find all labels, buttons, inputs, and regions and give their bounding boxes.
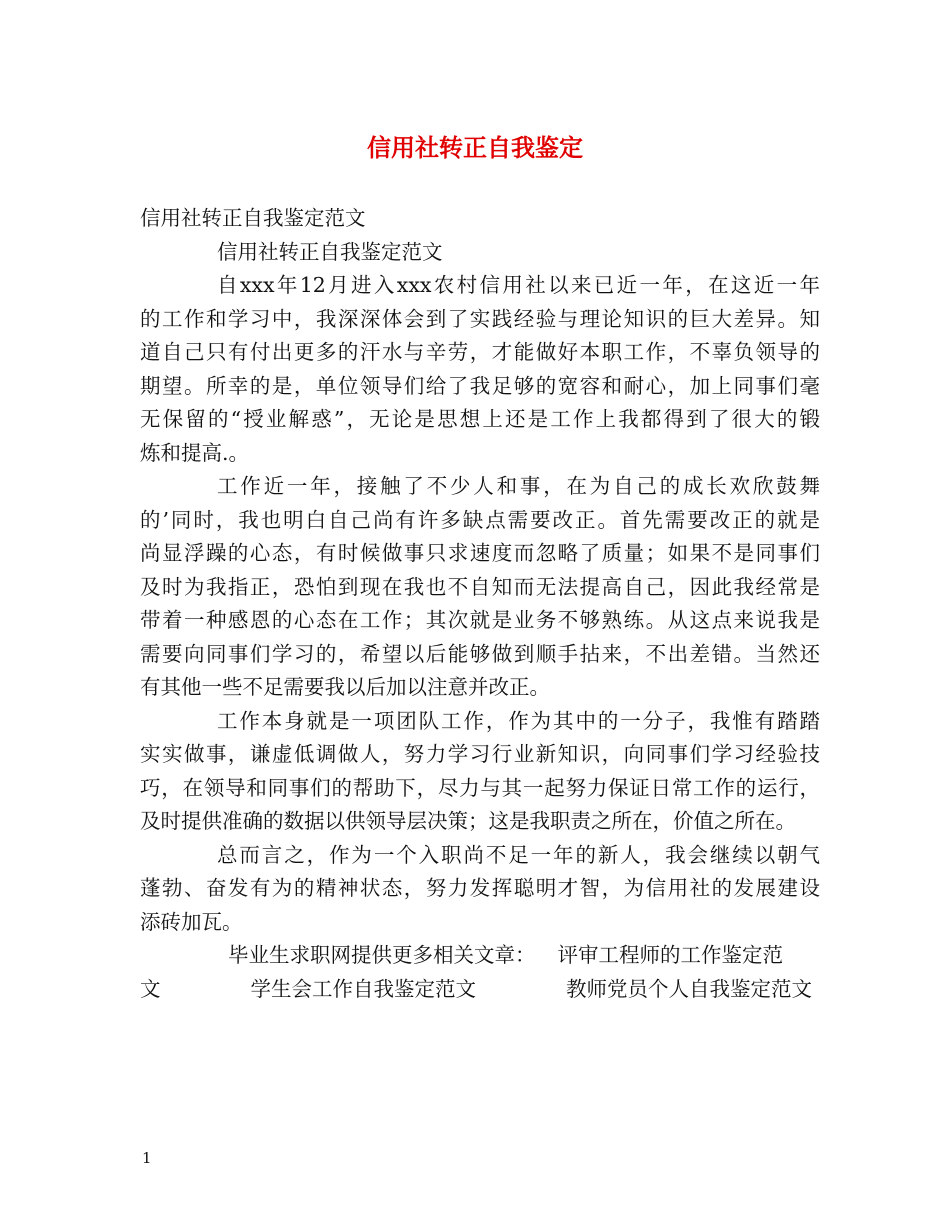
related-articles — [140, 939, 820, 1006]
related-articles-intro: 毕业生求职网提供更多相关文章： — [228, 943, 536, 967]
paragraph-line: 巧，在领导和同事们的帮助下，尽力与其一起努力保证日常工作的运行， — [140, 775, 820, 800]
paragraph-4 — [140, 839, 820, 940]
related-link-1-continued[interactable]: 文 — [140, 976, 161, 1001]
related-articles-line — [140, 973, 812, 1007]
paragraph-line: 工作近一年，接触了不少人和事，在为自己的成长欢欣鼓舞 — [217, 474, 820, 498]
paragraph-line: 及时为我指正，恐怕到现在我也不自知而无法提高自己，因此我经常是 — [140, 574, 820, 599]
paragraph-line: 实实做事，谦虚低调做人，努力学习行业新知识，向同事们学习经验技 — [140, 742, 820, 766]
paragraph-line: 尚显浮躁的心态，有时候做事只求速度而忽略了质量；如果不是同事们 — [140, 541, 820, 565]
paragraph-line: 有其他一些不足需要我以后加以注意并改正。 — [140, 675, 550, 699]
related-link-2[interactable]: 学生会工作自我鉴定范文 — [250, 976, 476, 1001]
paragraph-line: 期望。所幸的是，单位领导们给了我足够的宽容和耐心，加上同事们毫 — [140, 373, 820, 398]
paragraph-line: 炼和提高.。 — [140, 440, 250, 465]
related-articles-line — [140, 939, 820, 973]
document-subheading: 信用社转正自我鉴定范文 — [217, 239, 443, 264]
paragraph-1 — [140, 269, 820, 470]
document-heading: 信用社转正自我鉴定范文 — [140, 206, 366, 230]
related-link-1[interactable]: 评审工程师的工作鉴定范 — [557, 943, 783, 967]
paragraph-line: 自xxx年12月进入xxx农村信用社以来已近一年，在这近一年 — [217, 273, 820, 297]
paragraph-3 — [140, 705, 820, 839]
paragraph-line: 的工作和学习中，我深深体会到了实践经验与理论知识的巨大差异。知 — [140, 306, 820, 331]
paragraph-line: 添砖加瓦。 — [140, 909, 243, 934]
paragraph-2 — [140, 470, 820, 705]
page-number: 1 — [142, 1149, 152, 1167]
paragraph-line: 的’同时，我也明白自己尚有许多缺点需要改正。首先需要改正的就是 — [140, 507, 820, 532]
paragraph-line: 需要向同事们学习的，希望以后能够做到顺手拈来，不出差错。当然还 — [140, 641, 820, 666]
paragraph-line: 道自己只有付出更多的汗水与辛劳，才能做好本职工作，不辜负领导的 — [140, 340, 820, 364]
paragraph-line: 带着一种感恩的心态在工作；其次就是业务不够熟练。从这点来说我是 — [140, 608, 820, 632]
document-title: 信用社转正自我鉴定 — [367, 133, 583, 162]
paragraph-line: 及时提供准确的数据以供领导层决策；这是我职责之所在，价值之所在。 — [140, 809, 796, 833]
paragraph-line: 无保留的“授业解惑”，无论是思想上还是工作上我都得到了很大的锻 — [140, 407, 820, 431]
related-link-3[interactable]: 教师党员个人自我鉴定范文 — [566, 976, 812, 1001]
paragraph-line: 总而言之，作为一个入职尚不足一年的新人，我会继续以朝气 — [217, 842, 820, 867]
paragraph-line: 工作本身就是一项团队工作，作为其中的一分子，我惟有踏踏 — [217, 708, 820, 733]
paragraph-line: 蓬勃、奋发有为的精神状态，努力发挥聪明才智，为信用社的发展建设 — [140, 876, 820, 900]
document-body — [140, 202, 820, 1006]
